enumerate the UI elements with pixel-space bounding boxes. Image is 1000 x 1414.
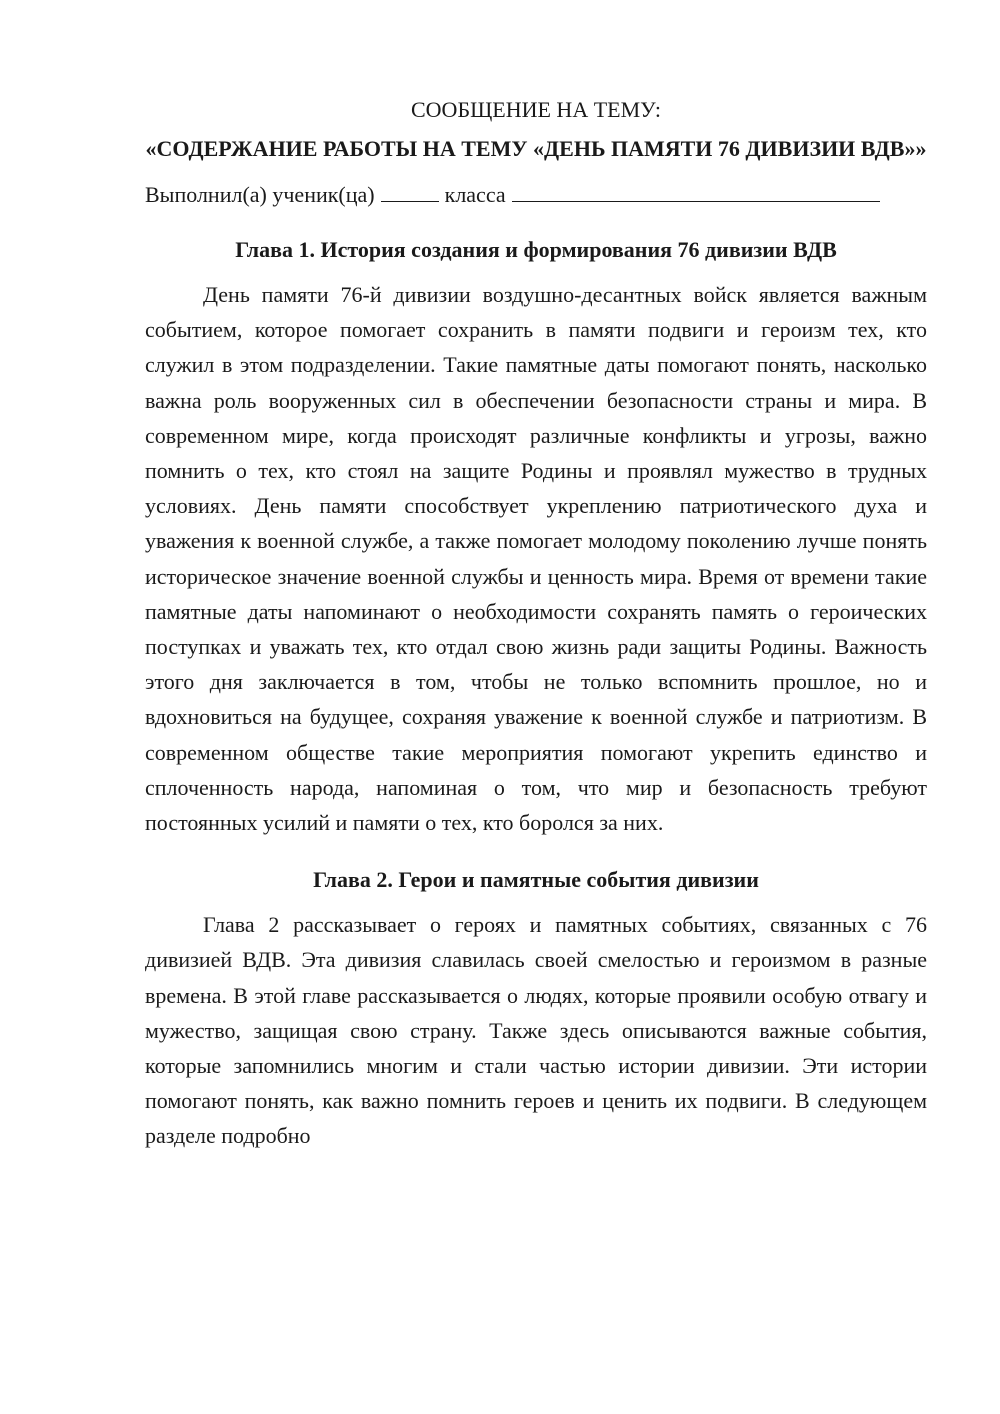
author-prefix: Выполнил(а) ученик(ца) [145,182,375,207]
class-label: класса [444,182,506,207]
author-line [145,177,927,212]
chapter-1-heading: Глава 1. История создания и формирования 76 дивизии ВДВ [235,237,837,262]
student-name-blank [512,179,880,202]
chapter-1-paragraph: День памяти 76-й дивизии воздушно-десантных войск является важным событием, которое помогает сохранить в памяти подвиги и героизм тех, кто служил в этом подразделении. Такие памятные даты помогают понять, насколько важна роль вооруженных сил в обеспечении безопасности страны и мира. В современном мире, когда происходят различные конфликты и угрозы, важно помнить о тех, кто стоял на защите Родины и проявлял мужество в трудных условиях. День памяти способствует укреплению патриотического духа и уважения к военной службе, а также помогает молодому поколению лучше понять историческое значение военной службы и ценность мира. Время от времени такие памятные даты напоминают о необходимости сохранять память о героических поступках и уважать тех, кто отдал свою жизнь ради защиты Родины. Важность этого дня заключается в том, чтобы не только вспомнить прошлое, но и вдохновиться на будущее, сохраняя уважение к военной службе и патриотизм. В современном обществе такие мероприятия помогают укрепить единство и сплоченность народа, напоминая о том, что мир и безопасность требуют постоянных усилий и памяти о тех, кто боролся за них. [145,282,927,836]
document-topic: «СОДЕРЖАНИЕ РАБОТЫ НА ТЕМУ «ДЕНЬ ПАМЯТИ 76 ДИВИЗИИ ВДВ»» [145,136,927,161]
document-content [145,92,927,1154]
chapter-2-paragraph: Глава 2 рассказывает о героях и памятных событиях, связанных с 76 дивизией ВДВ. Эта дивизия славилась своей смелостью и героизмом в разные времена. В этой главе рассказывается о людях, которые проявили особую отвагу и мужество, защищая свою страну. Также здесь описываются важные события, которые запомнились многим и стали частью истории дивизии. Эти истории помогают понять, как важно помнить героев и ценить их подвиги. В следующем разделе подробно [145,912,927,1149]
document-title: СООБЩЕНИЕ НА ТЕМУ: [411,97,661,122]
chapter-2-heading: Глава 2. Герои и памятные события дивизии [313,867,759,893]
class-number-blank [381,179,439,202]
